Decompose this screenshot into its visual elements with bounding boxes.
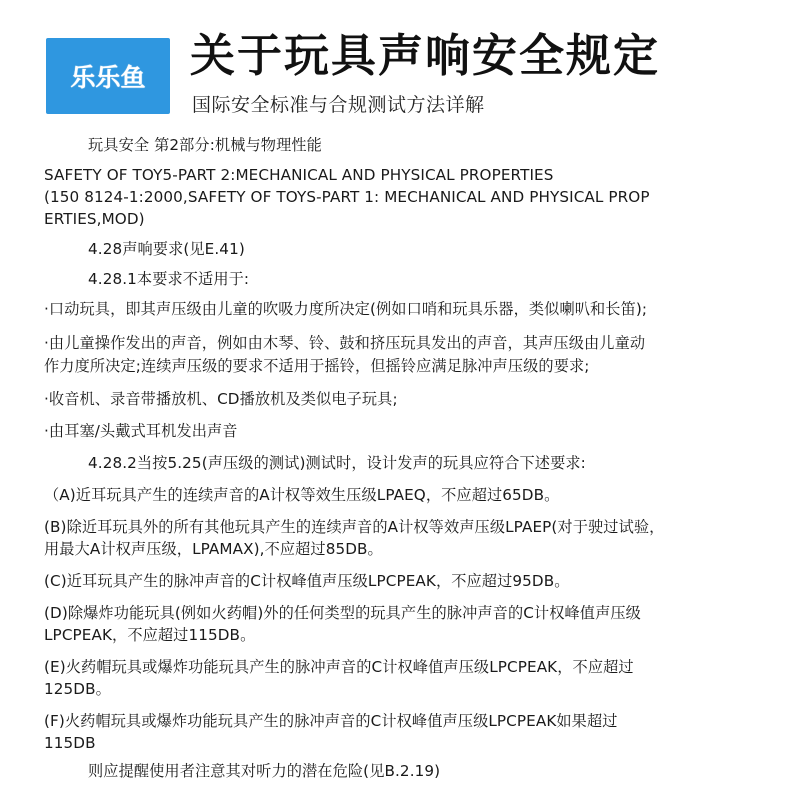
brand-logo (46, 38, 170, 114)
requirement-f-line-2: 115DB (44, 734, 96, 752)
standard-title-en-2: (150 8124-1:2000,SAFETY OF TOYS-PART 1: MECHANICAL AND PHYSICAL PROP (44, 188, 650, 206)
requirement-f-line-1: (F)火药帽玩具或爆炸功能玩具产生的脉冲声音的C计权峰值声压级LPCPEAK如果超过 (44, 712, 618, 730)
requirement-c: (C)近耳玩具产生的脉冲声音的C计权峰值声压级LPCPEAK，不应超过95DB。 (44, 572, 570, 590)
requirement-b-line-2: 用最大A计权声压级，LPAMAX),不应超过85DB。 (44, 540, 383, 558)
hearing-warning: 则应提醒使用者注意其对听力的潜在危险(见B.2.19) (88, 762, 441, 780)
logo-text: 乐乐鱼 (70, 63, 146, 92)
requirement-a: （A)近耳玩具产生的连续声音的A计权等效生压级LPAEQ，不应超过65DB。 (44, 486, 560, 504)
exclusion-item-2a: ·由儿童操作发出的声音，例如由木琴、铃、鼓和挤压玩具发出的声音，其声压级由儿童动 (44, 334, 646, 352)
page-header (0, 0, 790, 130)
standard-title-en-1: SAFETY OF TOY5-PART 2:MECHANICAL AND PHYSICAL PROPERTIES (44, 166, 554, 184)
requirement-d-line-1: (D)除爆炸功能玩具(例如火药帽)外的任何类型的玩具产生的脉冲声音的C计权峰值声压级 (44, 604, 641, 622)
requirement-e-line-1: (E)火药帽玩具或爆炸功能玩具产生的脉冲声音的C计权峰值声压级LPCPEAK，不应超过 (44, 658, 634, 676)
exclusion-item-4: ·由耳塞/头戴式耳机发出声音 (44, 422, 238, 440)
exclusion-item-2b: 作力度所决定;连续声压级的要求不适用于摇铃，但摇铃应满足脉冲声压级的要求; (44, 357, 590, 375)
section-4-28: 4.28声响要求(见E.41) (88, 240, 245, 258)
requirement-d-line-2: LPCPEAK，不应超过115DB。 (44, 626, 256, 644)
standard-title-en-3: ERTIES,MOD) (44, 210, 145, 228)
requirement-b-line-1: (B)除近耳玩具外的所有其他玩具产生的连续声音的A计权等效声压级LPAEP(对于驶过试验， (44, 518, 665, 536)
page-title: 关于玩具声响安全规定 (190, 29, 661, 82)
section-4-28-1: 4.28.1本要求不适用于: (88, 270, 250, 288)
exclusion-item-3: ·收音机、录音带播放机、CD播放机及类似电子玩具; (44, 390, 398, 408)
requirement-e-line-2: 125DB。 (44, 680, 111, 698)
standard-title-cn: 玩具安全 第2部分:机械与物理性能 (88, 136, 322, 154)
page-subtitle: 国际安全标准与合规测试方法详解 (192, 94, 485, 116)
exclusion-item-1: ·口动玩具，即其声压级由儿童的吹吸力度所决定(例如口哨和玩具乐器，类似喇叭和长笛); (44, 300, 648, 318)
section-4-28-2: 4.28.2当按5.25(声压级的测试)测试时，设计发声的玩具应符合下述要求: (88, 454, 586, 472)
